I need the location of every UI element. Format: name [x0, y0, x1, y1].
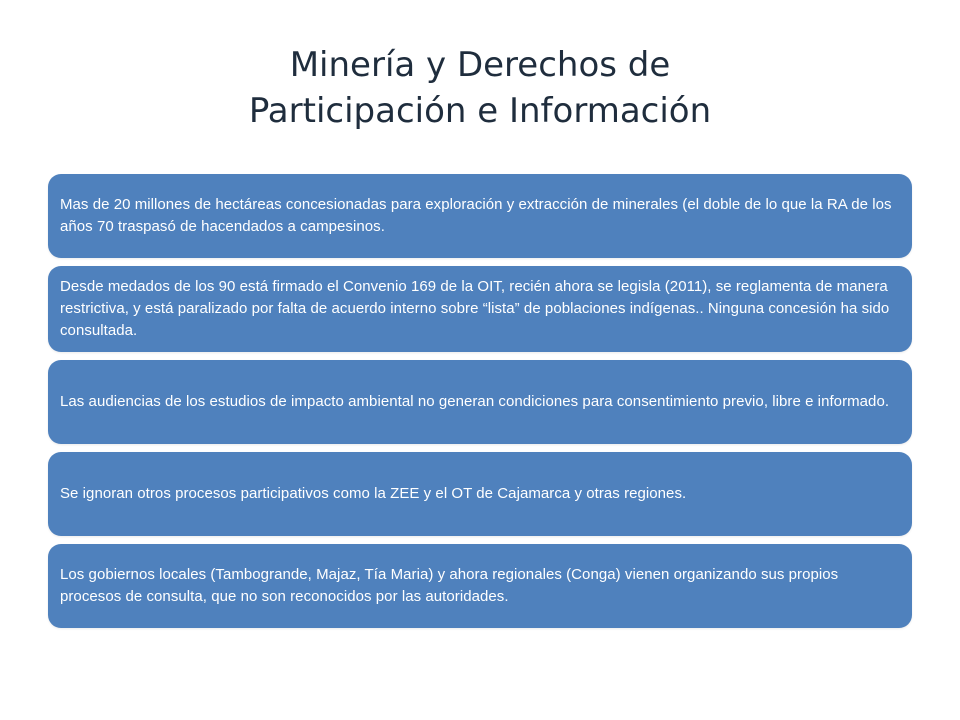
- bullet-box-text: Mas de 20 millones de hectáreas concesionadas para exploración y extracción de minerales (el doble de lo que la RA de los años 70 traspasó de hacendados a campesinos.: [60, 196, 892, 235]
- bullet-box-5: [48, 544, 912, 628]
- bullet-box-text: Se ignoran otros procesos participativos como la ZEE y el OT de Cajamarca y otras regiones.: [60, 485, 687, 502]
- bullet-box-list: [48, 174, 912, 636]
- slide-title-line-2: Participación e Información: [248, 91, 712, 131]
- bullet-box-4: [48, 452, 912, 536]
- bullet-box-3: [48, 360, 912, 444]
- bullet-box-1: [48, 174, 912, 258]
- bullet-box-2: [48, 266, 912, 352]
- slide-title: [0, 42, 960, 134]
- bullet-box-text: Desde medados de los 90 está firmado el Convenio 169 de la OIT, recién ahora se legisla (2011), se reglamenta de manera restrictiva, y está paralizado por falta de acuerdo interno sobre “lista” de poblaciones indígenas.. Ninguna concesión ha sido consultada.: [60, 278, 890, 339]
- slide-title-line-1: Minería y Derechos de: [289, 45, 671, 85]
- bullet-box-text: Las audiencias de los estudios de impacto ambiental no generan condiciones para consentimiento previo, libre e informado.: [60, 393, 890, 410]
- bullet-box-text: Los gobiernos locales (Tambogrande, Majaz, Tía Maria) y ahora regionales (Conga) vienen organizando sus propios procesos de consulta, que no son reconocidos por las autoridades.: [60, 566, 839, 605]
